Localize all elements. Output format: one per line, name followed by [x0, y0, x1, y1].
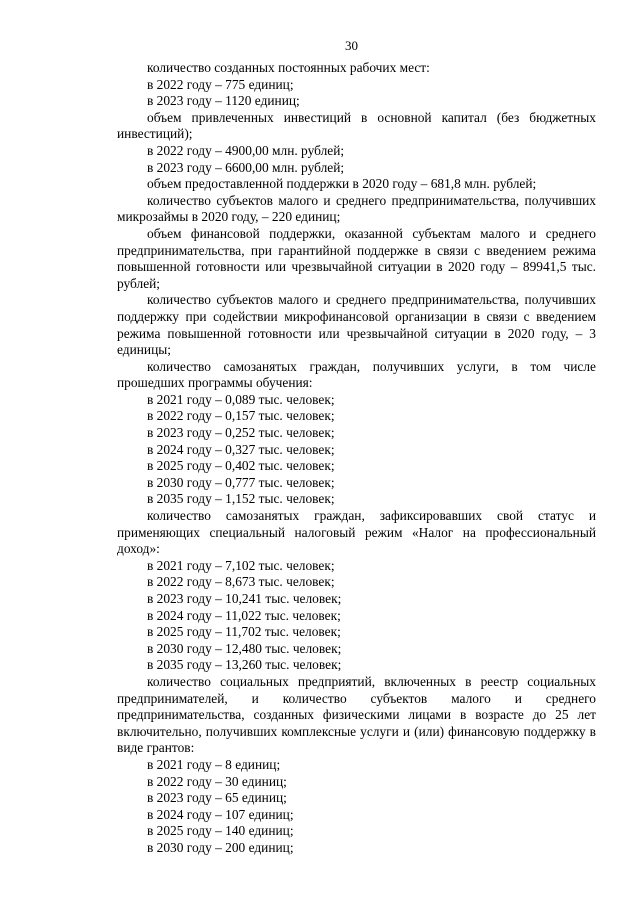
paragraph: объем финансовой поддержки, оказанной субъектам малого и среднего предпринимательства, при гарантийной поддержке в связи с введением режима повышенной готовности или чрезвычайной ситуации в 2020 году – 89941,5 тыс. рублей;	[117, 225, 596, 291]
paragraph: количество созданных постоянных рабочих мест:	[147, 60, 430, 75]
list-item: в 2025 году – 11,702 тыс. человек;	[147, 624, 341, 640]
list-item: в 2025 году – 0,402 тыс. человек;	[147, 458, 335, 474]
paragraph: объем предоставленной поддержки в 2020 году – 681,8 млн. рублей;	[147, 176, 537, 192]
list-item: в 2022 году – 4900,00 млн. рублей;	[147, 142, 345, 158]
list-item: в 2030 году – 200 единиц;	[147, 839, 294, 855]
paragraph: количество субъектов малого и среднего предпринимательства, получивших поддержку при содействии микрофинансовой организации в связи с введением режима повышенной готовности или чрезвычайной ситуации в 2020 году, – 3 единицы;	[117, 292, 596, 358]
list-item: в 2024 году – 107 единиц;	[147, 806, 294, 822]
paragraph: количество субъектов малого и среднего предпринимательства, получивших микрозаймы в 2020 году, – 220 единиц;	[117, 192, 596, 225]
list-item: в 2021 году – 0,089 тыс. человек;	[147, 391, 335, 407]
list-item: в 2025 году – 140 единиц;	[147, 823, 294, 839]
page-number: 30	[345, 38, 358, 53]
list-item: в 2023 году – 65 единиц;	[147, 790, 287, 806]
list-item: в 2022 году – 775 единиц;	[147, 76, 294, 92]
list-item: в 2035 году – 1,152 тыс. человек;	[147, 491, 335, 507]
list-item: в 2023 году – 6600,00 млн. рублей;	[147, 159, 345, 175]
list-item: в 2022 году – 30 единиц;	[147, 773, 287, 789]
list-item: в 2022 году – 8,673 тыс. человек;	[147, 574, 335, 590]
paragraph: количество социальных предприятий, включенных в реестр социальных предпринимателей, и количество субъектов малого и среднего предпринимательства, созданных физическими лицами в возрасте до 25 лет включительно, получивших комплексные услуги и (или) финансовую поддержку в виде грантов:	[117, 673, 596, 756]
paragraph: объем привлеченных инвестиций в основной капитал (без бюджетных инвестиций);	[117, 109, 596, 142]
list-item: в 2022 году – 0,157 тыс. человек;	[147, 408, 335, 424]
list-item: в 2023 году – 10,241 тыс. человек;	[147, 591, 342, 606]
list-item: в 2024 году – 11,022 тыс. человек;	[147, 607, 341, 623]
list-item: в 2024 году – 0,327 тыс. человек;	[147, 441, 335, 457]
list-item: в 2035 году – 13,260 тыс. человек;	[147, 657, 342, 673]
list-item: в 2023 году – 0,252 тыс. человек;	[147, 425, 335, 441]
paragraph: количество самозанятых граждан, получивших услуги, в том числе прошедших программы обучения:	[117, 358, 596, 391]
list-item: в 2021 году – 8 единиц;	[147, 756, 281, 772]
paragraph: количество самозанятых граждан, зафиксировавших свой статус и применяющих специальный налоговый режим «Налог на профессиональный доход»:	[117, 508, 596, 557]
list-item: в 2021 году – 7,102 тыс. человек;	[147, 557, 335, 573]
list-item: в 2030 году – 12,480 тыс. человек;	[147, 640, 342, 656]
list-item: в 2023 году – 1120 единиц;	[147, 93, 300, 109]
list-item: в 2030 году – 0,777 тыс. человек;	[147, 474, 335, 490]
document-body	[117, 60, 596, 857]
